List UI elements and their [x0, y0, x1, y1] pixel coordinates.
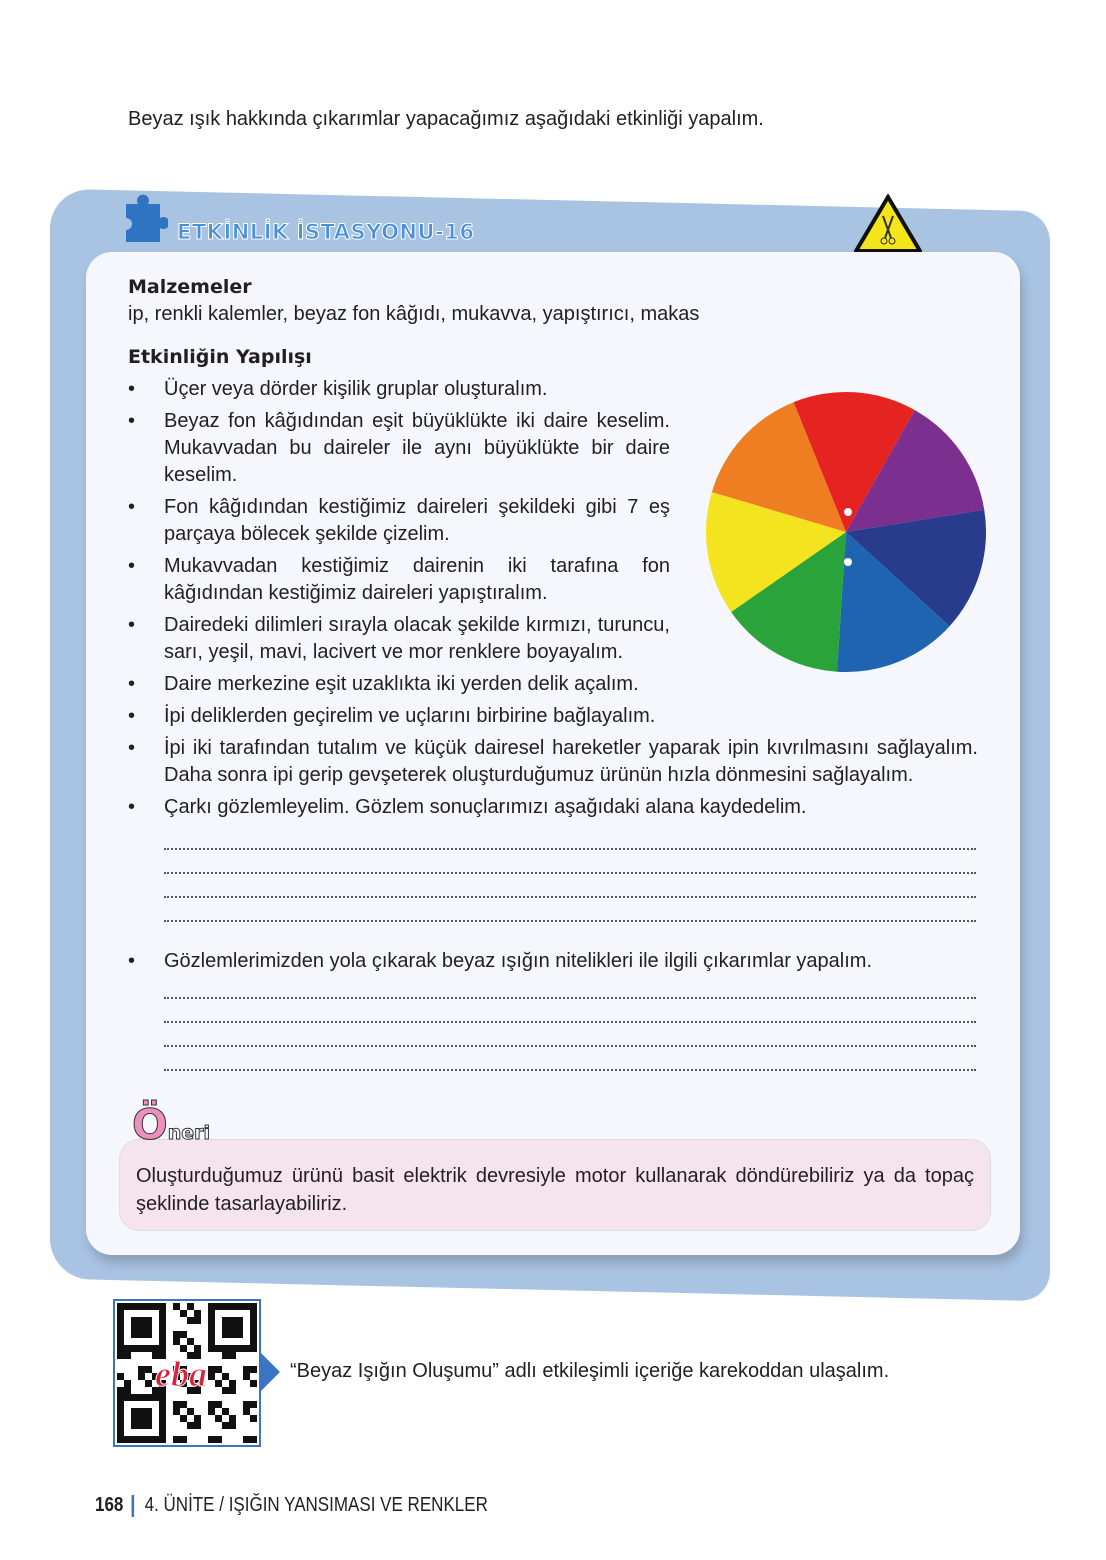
- procedure-heading: Etkinliğin Yapılışı: [128, 346, 312, 368]
- step: • İpi deliklerden geçirelim ve uçlarını birbirine bağlayalım.: [128, 703, 978, 730]
- step: • Dairedeki dilimleri sırayla olacak şekilde kırmızı, turuncu, sarı, yeşil, mavi, lacivert ve mor renklere boyayalım.: [128, 612, 670, 666]
- intro-text: Beyaz ışık hakkında çıkarımlar yapacağımız aşağıdaki etkinliği yapalım.: [128, 108, 764, 130]
- materials-heading: Malzemeler: [128, 276, 252, 298]
- step: • Üçer veya dörder kişilik gruplar oluşturalım.: [128, 376, 670, 403]
- puzzle-icon: [118, 194, 168, 248]
- unit-title: 4. ÜNİTE / IŞIĞIN YANSIMASI VE RENKLER: [144, 1494, 488, 1516]
- activity-title: ETKİNLİK İSTASYONU-16: [177, 220, 475, 244]
- step: • İpi iki tarafından tutalım ve küçük dairesel hareketler yaparak ipin kıvrılmasını sağlayalım. Daha sonra ipi gerip gevşeterek oluşturduğumuz ürünün hızla dönmesini sağlayalım.: [128, 735, 978, 789]
- qr-caption: “Beyaz Işığın Oluşumu” adlı etkileşimli içeriğe karekoddan ulaşalım.: [290, 1360, 890, 1382]
- arrow-icon: [260, 1352, 280, 1392]
- page-number: 168: [95, 1494, 124, 1516]
- step: • Mukavvadan kestiğimiz dairenin iki tarafına fon kâğıdından kestiğimiz daireleri yapıştıralım.: [128, 553, 670, 607]
- suggestion-text: Oluşturduğumuz ürünü basit elektrik devresiyle motor kullanarak döndürebiliriz ya da topaç şeklinde tasarlayabiliriz.: [136, 1165, 974, 1215]
- answer-lines-observation[interactable]: [128, 826, 978, 922]
- qr-code[interactable]: [113, 1299, 261, 1447]
- suggestion-label: Öneri: [132, 1100, 211, 1149]
- step: • Fon kâğıdından kestiğimiz daireleri şekildeki gibi 7 eş parçaya bölecek şekilde çizelim.: [128, 494, 670, 548]
- page-footer: [95, 1494, 488, 1517]
- materials-list: ip, renkli kalemler, beyaz fon kâğıdı, mukavva, yapıştırıcı, makas: [128, 303, 700, 325]
- step: • Çarkı gözlemleyelim. Gözlem sonuçlarımızı aşağıdaki alana kaydedelim.: [128, 794, 978, 821]
- step: • Beyaz fon kâğıdından eşit büyüklükte iki daire keselim. Mukavvadan bu daireler ile aynı büyüklükte bir daire keselim.: [128, 408, 670, 489]
- answer-lines-inference[interactable]: [128, 975, 978, 1071]
- wheel-hole: [844, 508, 852, 516]
- scissors-warning-icon: [854, 194, 922, 254]
- step: • Daire merkezine eşit uzaklıkta iki yerden delik açalım.: [128, 671, 978, 698]
- suggestion-box: [119, 1139, 991, 1231]
- step: • Gözlemlerimizden yola çıkarak beyaz ışığın nitelikleri ile ilgili çıkarımlar yapalım.: [128, 948, 978, 975]
- color-wheel: [700, 386, 992, 678]
- qr-pattern: [115, 1301, 259, 1445]
- wheel-hole: [844, 558, 852, 566]
- eba-logo: eba: [155, 1354, 207, 1394]
